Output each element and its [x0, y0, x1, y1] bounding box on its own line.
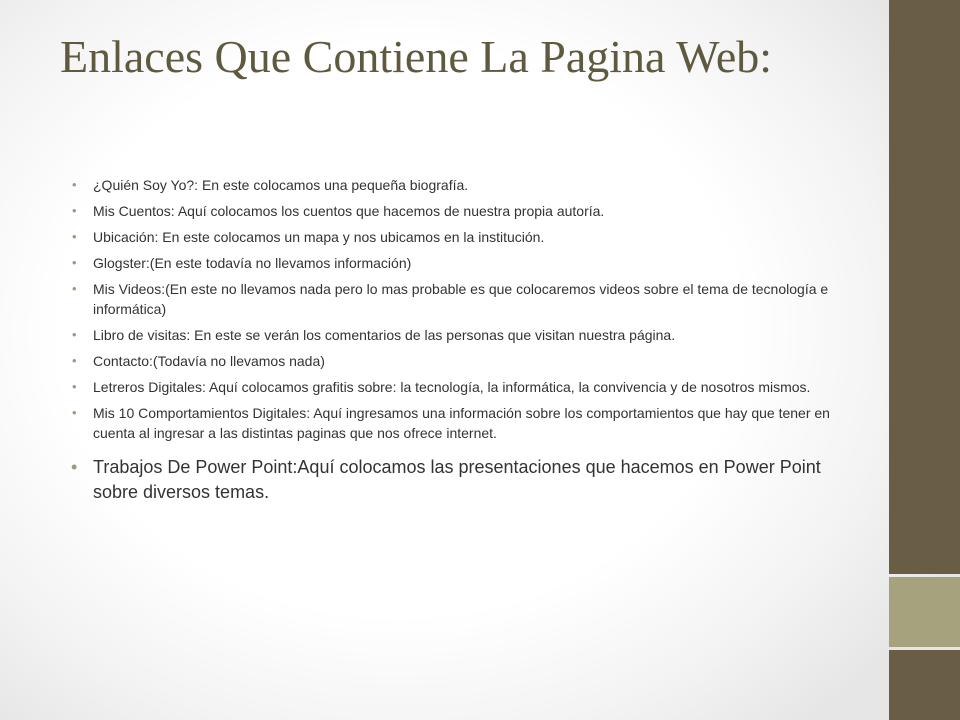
list-item [72, 175, 852, 195]
list-item-text: Trabajos De Power Point:Aquí colocamos las presentaciones que hacemos en Power Point sobre diversos temas. [93, 457, 821, 502]
sidebar-decoration-top [889, 0, 960, 574]
sidebar-decoration-middle [889, 577, 960, 647]
sidebar-decoration-bottom [889, 650, 960, 720]
list-item-text: Mis Cuentos: Aquí colocamos los cuentos que hacemos de nuestra propia autoría. [93, 203, 605, 219]
bullet-dot-icon: • [72, 229, 77, 244]
list-item-text: Libro de visitas: En este se verán los comentarios de las personas que visitan nuestra página. [93, 327, 676, 343]
bullet-dot-icon: • [72, 255, 77, 270]
bullet-dot-icon: • [72, 405, 77, 420]
bullet-dot-icon: • [72, 281, 77, 296]
bullet-dot-icon: • [72, 177, 77, 192]
list-item [72, 325, 852, 345]
list-item [72, 227, 852, 247]
list-item-text: ¿Quién Soy Yo?: En este colocamos una pequeña biografía. [93, 177, 469, 193]
bullet-list [72, 175, 852, 511]
list-item-text: Contacto:(Todavía no llevamos nada) [93, 353, 325, 369]
list-item-text: Mis 10 Comportamientos Digitales: Aquí ingresamos una información sobre los comportamientos que hay que tener en cuenta al ingresar a las distintas paginas que nos ofrece internet. [93, 405, 830, 441]
bullet-dot-icon: • [72, 203, 77, 218]
bullet-dot-icon: • [72, 353, 77, 368]
list-item-text: Ubicación: En este colocamos un mapa y nos ubicamos en la institución. [93, 229, 545, 245]
list-item-text: Mis Videos:(En este no llevamos nada pero lo mas probable es que colocaremos videos sobre el tema de tecnología e informática) [93, 281, 829, 317]
list-item [72, 351, 852, 371]
list-item [72, 201, 852, 221]
list-item [72, 253, 852, 273]
list-item-text: Glogster:(En este todavía no llevamos información) [93, 255, 412, 271]
list-item-emphasized [72, 455, 852, 505]
list-item [72, 279, 852, 319]
list-item [72, 403, 852, 443]
bullet-dot-icon: • [71, 457, 78, 477]
bullet-dot-icon: • [72, 379, 77, 394]
slide-title: Enlaces Que Contiene La Pagina Web: [60, 31, 773, 82]
list-item-text: Letreros Digitales: Aquí colocamos grafitis sobre: la tecnología, la informática, la convivencia y de nosotros mismos. [93, 379, 811, 395]
list-item [72, 377, 852, 397]
bullet-dot-icon: • [72, 327, 77, 342]
